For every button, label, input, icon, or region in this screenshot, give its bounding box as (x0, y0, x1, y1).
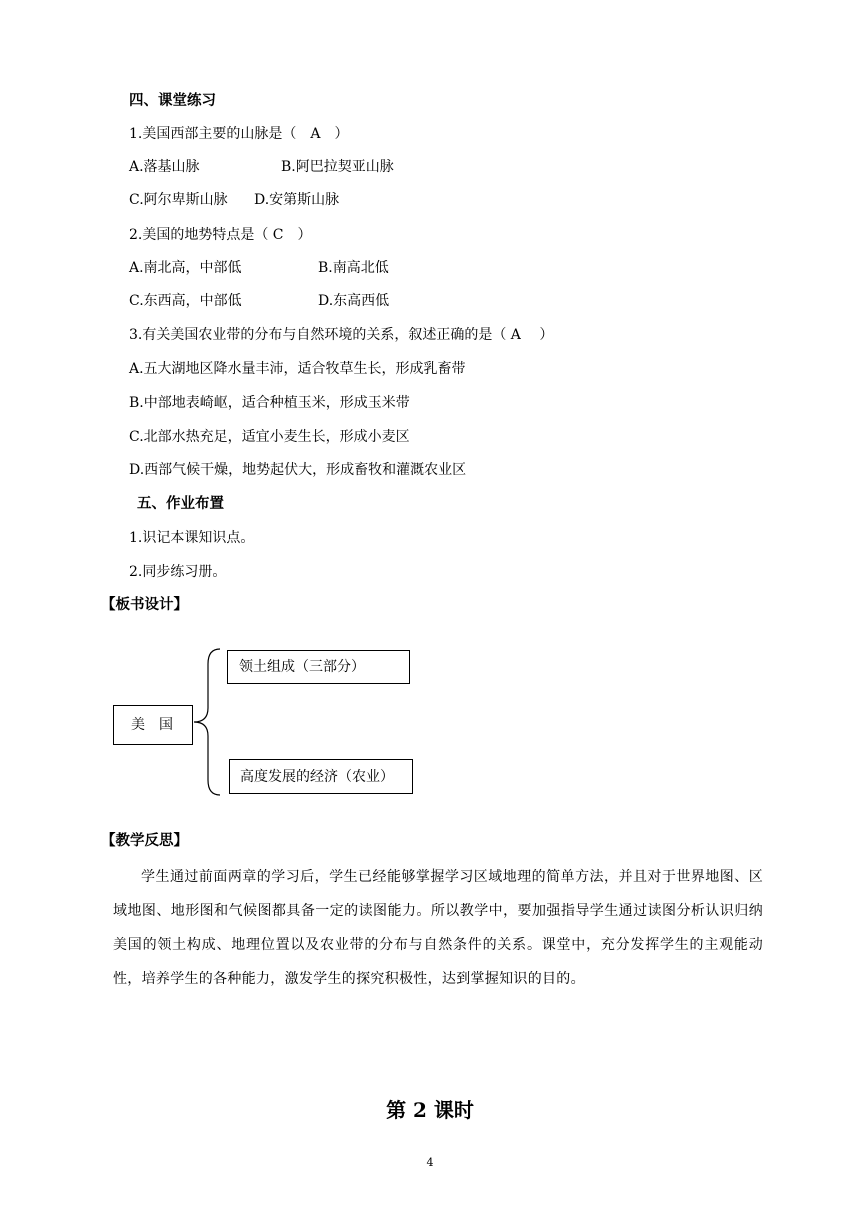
page-number: 4 (426, 1156, 434, 1169)
question-2-option-b: B.南高北低 (318, 260, 389, 276)
question-1-option-d: D.安第斯山脉 (254, 192, 340, 208)
board-branch-economy: 高度发展的经济（农业） (229, 759, 413, 794)
question-3: 3.有关美国农业带的分布与自然环境的关系，叙述正确的是（ A ） (129, 327, 554, 343)
homework-heading: 五、作业布置 (137, 495, 224, 512)
question-3-option-d: D.西部气候干燥，地势起伏大，形成畜牧和灌溉农业区 (129, 462, 467, 478)
board-branch-territory: 领土组成（三部分） (227, 650, 410, 684)
curly-brace (190, 646, 224, 798)
question-3-option-c: C.北部水热充足，适宜小麦生长，形成小麦区 (129, 429, 410, 445)
question-2-option-a: A.南北高，中部低 (129, 260, 242, 276)
question-1-option-c: C.阿尔卑斯山脉 (129, 192, 228, 208)
lesson-title: 第 2 课时 (386, 1098, 474, 1122)
homework-item-1: 1.识记本课知识点。 (129, 530, 255, 546)
reflection-paragraph: 学生通过前面两章的学习后，学生已经能够掌握学习区域地理的简单方法，并且对于世界地图、区域地图、地形图和气候图都具备一定的读图能力。所以教学中，要加强指导学生通过读图分析认识归纳美国的领土构成、地理位置以及农业带的分布与自然条件的关系。课堂中，充分发挥学生的主观能动性，培养学生的各种能力，激发学生的探究积极性，达到掌握知识的目的。 (113, 869, 763, 987)
question-1: 1.美国西部主要的山脉是（ A ） (129, 126, 349, 142)
homework-item-2: 2.同步练习册。 (129, 564, 227, 580)
question-2-option-d: D.东高西低 (318, 293, 390, 309)
question-1-option-a: A.落基山脉 (129, 159, 200, 175)
question-3-option-a: A.五大湖地区降水量丰沛，适合牧草生长，形成乳畜带 (129, 361, 466, 377)
board-design-heading: 【板书设计】 (101, 596, 188, 613)
board-root-box: 美 国 (113, 705, 193, 745)
reflection-heading: 【教学反思】 (101, 832, 188, 849)
question-2-option-c: C.东西高，中部低 (129, 293, 242, 309)
question-1-option-b: B.阿巴拉契亚山脉 (281, 159, 394, 175)
practice-heading: 四、课堂练习 (129, 92, 216, 109)
question-2: 2.美国的地势特点是（ C ） (129, 227, 312, 243)
question-3-option-b: B.中部地表崎岖，适合种植玉米，形成玉米带 (129, 395, 410, 411)
